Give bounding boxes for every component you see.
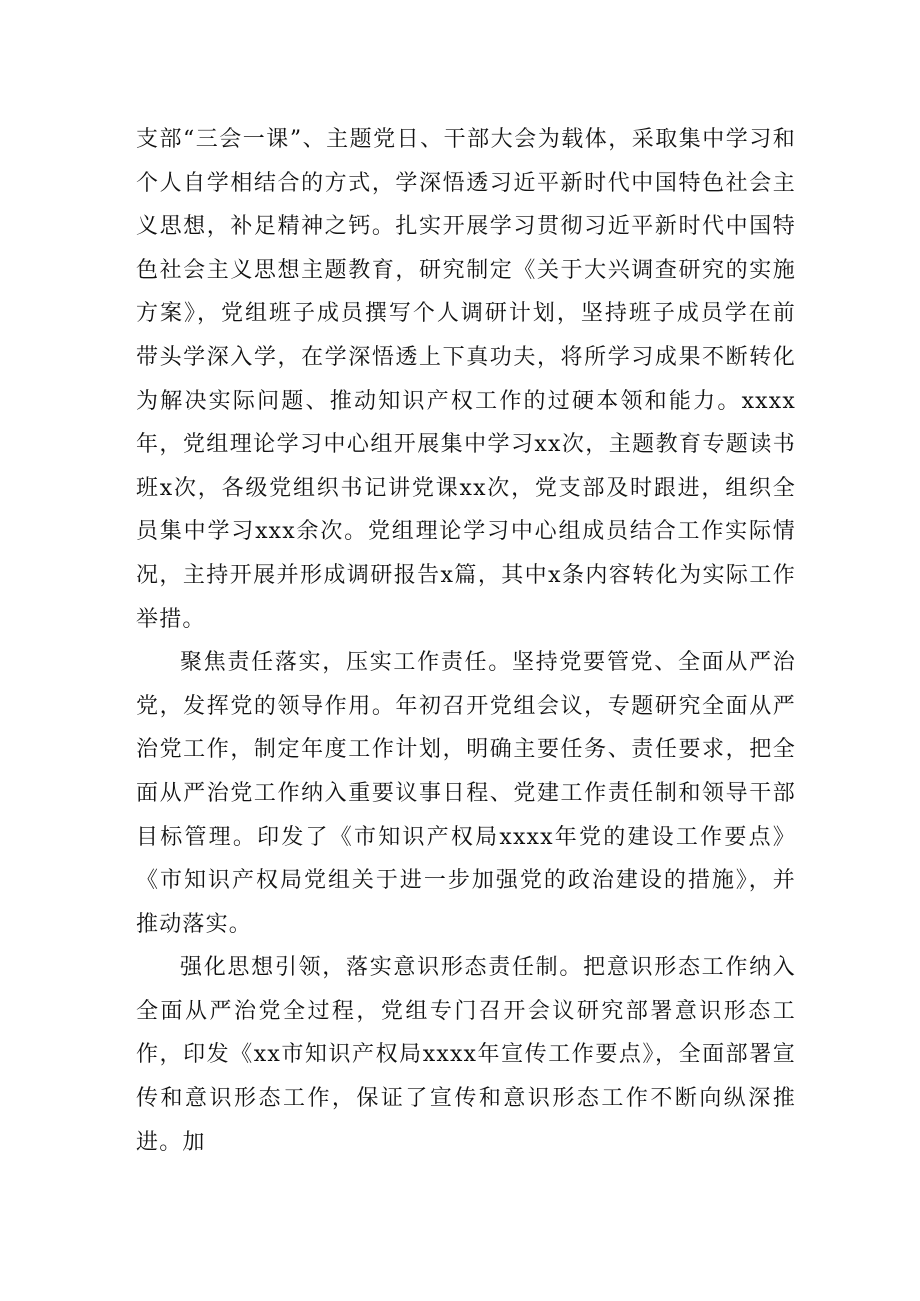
paragraph-responsibility: 聚焦责任落实，压实工作责任。坚持党要管党、全面从严治党，发挥党的领导作用。年初召开党组会议，专题研究全面从严治党工作，制定年度工作计划，明确主要任务、责任要求，把全面从严治党工作纳入重要议事日程、党建工作责任制和领导干部目标管理。印发了《市知识产权局xxxx年党的建设工作要点》《市知识产权局党组关于进一步加强党的政治建设的措施》，并推动落实。 [136,650,796,937]
document-body [136,118,796,1164]
paragraph-continuation: 支部“三会一课”、主题党日、干部大会为载体，采取集中学习和个人自学相结合的方式，学深悟透习近平新时代中国特色社会主义思想，补足精神之钙。扎实开展学习贯彻习近平新时代中国特色社会主义思想主题教育，研究制定《关于大兴调查研究的实施方案》，党组班子成员撰写个人调研计划，坚持班子成员学在前带头学深入学，在学深悟透上下真功夫，将所学习成果不断转化为解决实际问题、推动知识产权工作的过硬本领和能力。xxxx年，党组理论学习中心组开展集中学习xx次，主题教育专题读书班x次，各级党组织书记讲党课xx次，党支部及时跟进，组织全员集中学习xxx余次。党组理论学习中心组成员结合工作实际情况，主持开展并形成调研报告x篇，其中x条内容转化为实际工作举措。 [136,127,796,632]
paragraph-ideology: 强化思想引领，落实意识形态责任制。把意识形态工作纳入全面从严治党全过程，党组专门召开会议研究部署意识形态工作，印发《xx市知识产权局xxxx年宣传工作要点》，全面部署宣传和意识形态工作，保证了宣传和意识形态工作不断向纵深推进。加 [136,955,796,1155]
